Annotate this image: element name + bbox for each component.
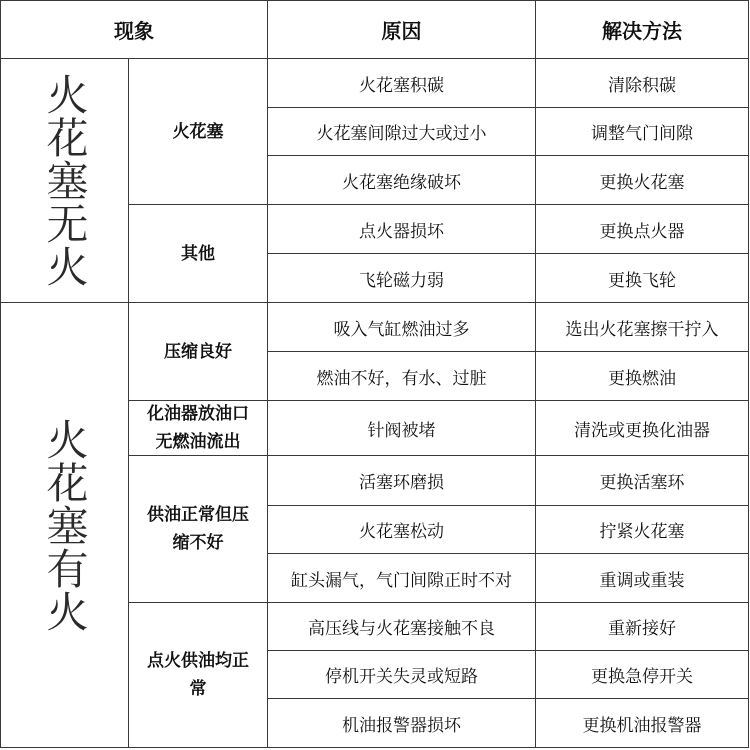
solution-cell: 重调或重装 xyxy=(536,554,748,602)
cause-cell: 火花塞绝缘破坏 xyxy=(268,156,535,204)
subcategory-label: 火花塞 xyxy=(172,121,224,142)
subcategory-label: 其他 xyxy=(181,243,215,264)
solution-cell: 清除积碳 xyxy=(536,59,748,107)
cause-cell: 停机开关失灵或短路 xyxy=(268,651,535,698)
cause-cell: 燃油不好，有水、过脏 xyxy=(268,352,535,400)
cause-cell: 机油报警器损坏 xyxy=(268,699,535,747)
subcategory-cell xyxy=(129,205,267,302)
cause-cell: 针阀被堵 xyxy=(268,401,535,455)
subcategory-cell xyxy=(129,603,267,747)
subcategory-cell xyxy=(129,303,267,400)
header-solution: 解决方法 xyxy=(536,1,748,58)
cause-cell: 吸入气缸燃油过多 xyxy=(268,303,535,351)
header-cause: 原因 xyxy=(268,1,535,58)
solution-cell: 更换机油报警器 xyxy=(536,699,748,747)
solution-cell: 选出火花塞擦干拧入 xyxy=(536,303,748,351)
cause-cell: 火花塞积碳 xyxy=(268,59,535,107)
solution-cell: 调整气门间隙 xyxy=(536,108,748,155)
cause-cell: 活塞环磨损 xyxy=(268,456,535,505)
solution-cell: 更换火花塞 xyxy=(536,156,748,204)
phenomenon-label: 火花塞无火 xyxy=(40,73,90,288)
solution-cell: 更换活塞环 xyxy=(536,456,748,505)
header-phenomenon: 现象 xyxy=(1,1,267,58)
subcategory-label: 点火供油均正常 xyxy=(147,651,249,699)
cause-cell: 飞轮磁力弱 xyxy=(268,254,535,302)
solution-cell: 更换急停开关 xyxy=(536,651,748,698)
solution-cell: 更换点火器 xyxy=(536,205,748,253)
solution-cell: 更换飞轮 xyxy=(536,254,748,302)
solution-cell: 拧紧火花塞 xyxy=(536,506,748,553)
subcategory-cell xyxy=(129,456,267,602)
cause-cell: 高压线与火花塞接触不良 xyxy=(268,603,535,650)
solution-cell: 更换燃油 xyxy=(536,352,748,400)
cause-cell: 火花塞间隙过大或过小 xyxy=(268,108,535,155)
solution-cell: 重新接好 xyxy=(536,603,748,650)
cause-cell: 点火器损坏 xyxy=(268,205,535,253)
subcategory-label: 化油器放油口无燃油流出 xyxy=(147,404,249,452)
cause-cell: 火花塞松动 xyxy=(268,506,535,553)
phenomenon-label: 火花塞有火 xyxy=(40,417,90,633)
subcategory-label: 压缩良好 xyxy=(164,341,232,362)
phenomenon-cell xyxy=(1,59,128,302)
subcategory-cell xyxy=(129,59,267,204)
phenomenon-cell xyxy=(1,303,128,747)
subcategory-label: 供油正常但压缩不好 xyxy=(147,505,249,553)
subcategory-cell xyxy=(129,401,267,455)
solution-cell: 清洗或更换化油器 xyxy=(536,401,748,455)
cause-cell: 缸头漏气，气门间隙正时不对 xyxy=(268,554,535,602)
